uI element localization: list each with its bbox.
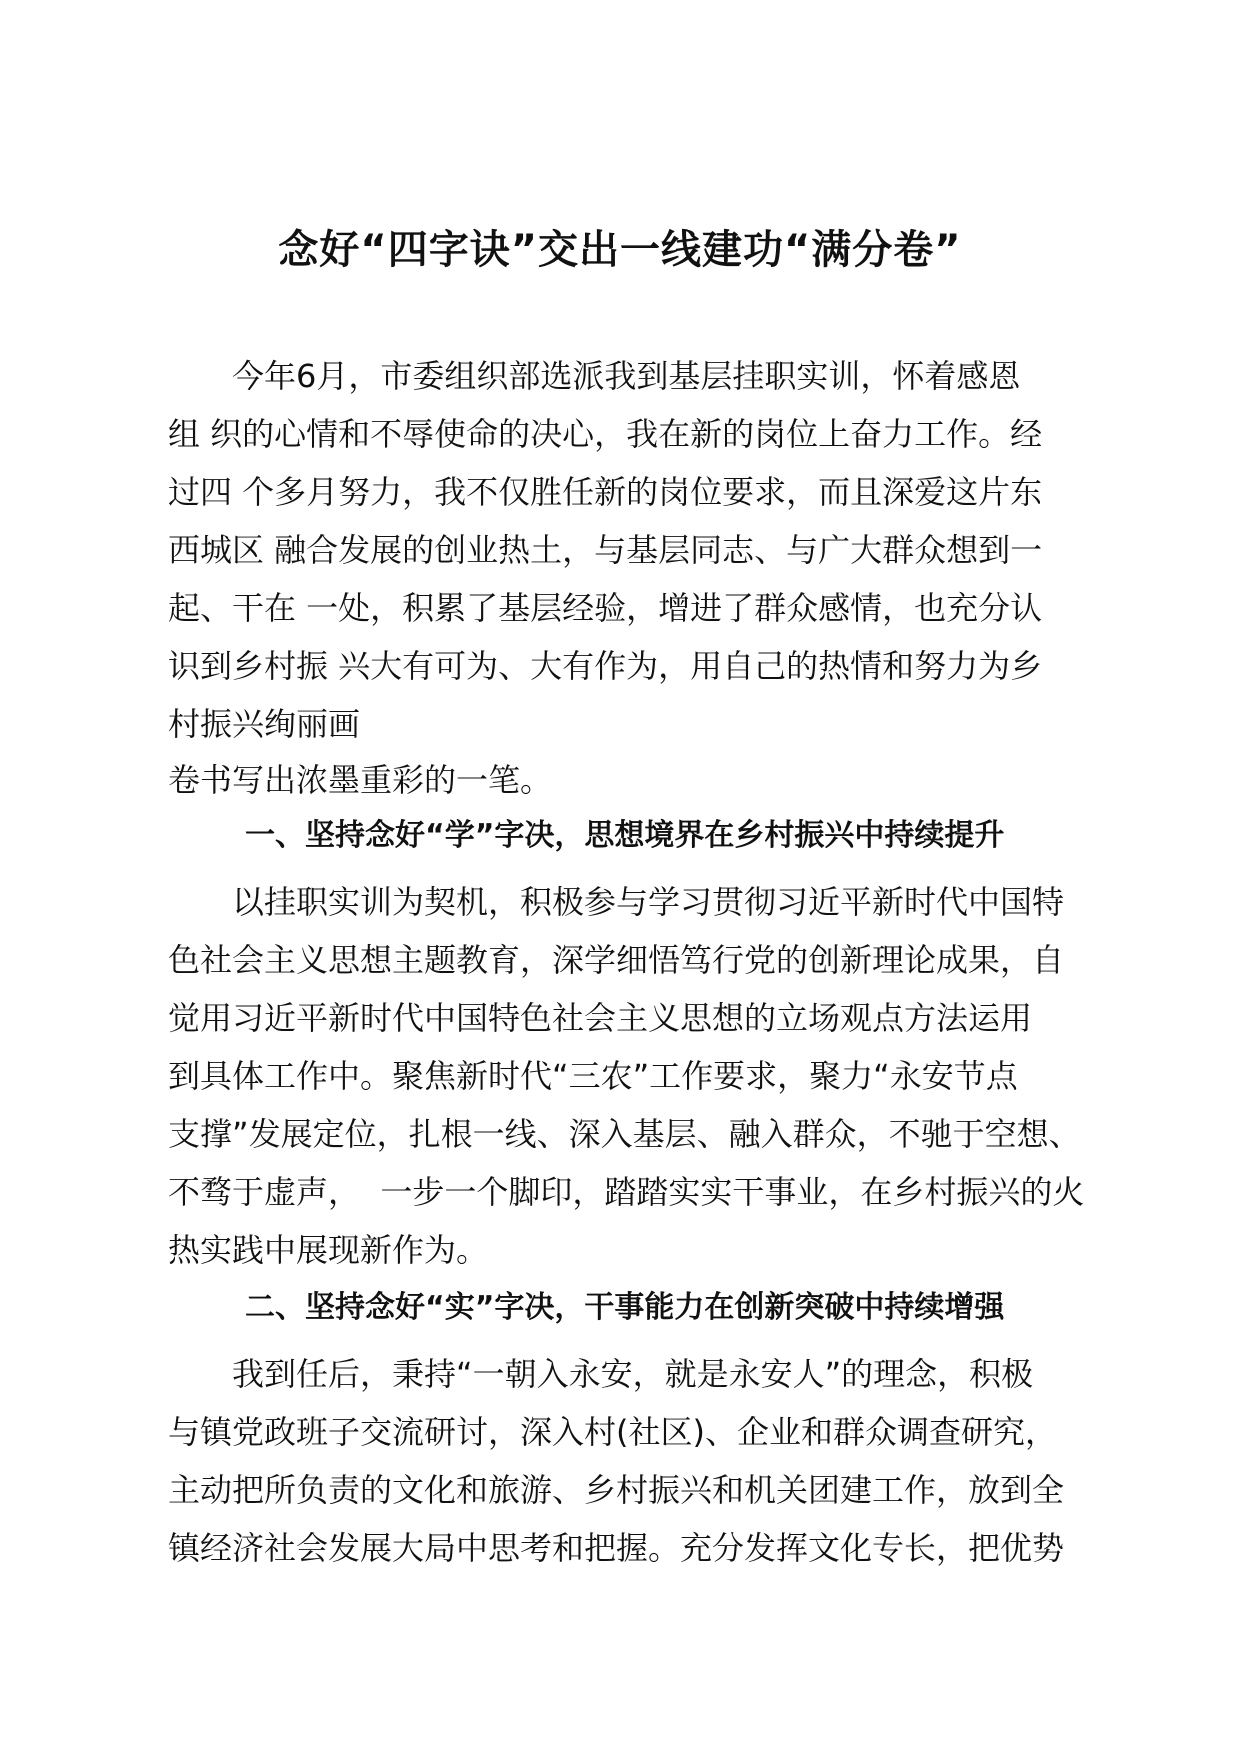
intro-line-6: 识到乡村振 兴大有可为、大有作为，用自己的热情和努力为乡: [168, 647, 1043, 685]
section-2-line-1: 我到任后，秉持“一朝入永安，就是永安人”的理念，积极: [232, 1355, 1034, 1393]
intro-line-2: 组 织的心情和不辱使命的决心，我在新的岗位上奋力工作。经: [168, 415, 1043, 453]
intro-line-8: 卷书写出浓墨重彩的一笔。: [168, 761, 553, 799]
section-1-heading: 一、坚持念好“学”字决，思想境界在乡村振兴中持续提升: [245, 818, 1005, 853]
section-1-line-1: 以挂职实训为契机，积极参与学习贯彻习近平新时代中国特: [232, 883, 1065, 921]
section-1-line-5: 支撑”发展定位，扎根一线、深入基层、融入群众，不驰于空想、: [168, 1115, 1081, 1153]
section-1-line-2: 色社会主义思想主题教育，深学细悟笃行党的创新理论成果，自: [168, 941, 1065, 979]
section-2-line-2: 与镇党政班子交流研讨，深入村(社区)、企业和群众调查研究，: [168, 1413, 1057, 1451]
section-1-line-7: 热实践中展现新作为。: [168, 1231, 489, 1269]
intro-line-5: 起、干在 一处，积累了基层经验，增进了群众感情，也充分认: [168, 589, 1043, 627]
intro-line-1: 今年6月，市委组织部选派我到基层挂职实训，怀着感恩: [232, 357, 1021, 395]
intro-line-7: 村振兴绚丽画: [168, 705, 361, 743]
section-2-heading: 二、坚持念好“实”字决，干事能力在创新突破中持续增强: [245, 1290, 1005, 1325]
intro-line-4: 西城区 融合发展的创业热土，与基层同志、与广大群众想到一: [168, 531, 1043, 569]
intro-line-3: 过四 个多月努力，我不仅胜任新的岗位要求，而且深爱这片东: [168, 473, 1043, 511]
section-1-line-4: 到具体工作中。聚焦新时代“三农”工作要求，聚力“永安节点: [168, 1057, 1018, 1095]
section-1-line-6: 不骛于虚声， 一步一个脚印，踏踏实实干事业，在乡村振兴的火: [168, 1173, 1085, 1211]
section-2-line-4: 镇经济社会发展大局中思考和把握。充分发挥文化专长，把优势: [168, 1529, 1065, 1567]
section-2-line-3: 主动把所负责的文化和旅游、乡村振兴和机关团建工作，放到全: [168, 1471, 1065, 1509]
section-1-line-3: 觉用习近平新时代中国特色社会主义思想的立场观点方法运用: [168, 999, 1033, 1037]
document-title: 念好“四字诀”交出一线建功“满分卷”: [278, 227, 962, 273]
